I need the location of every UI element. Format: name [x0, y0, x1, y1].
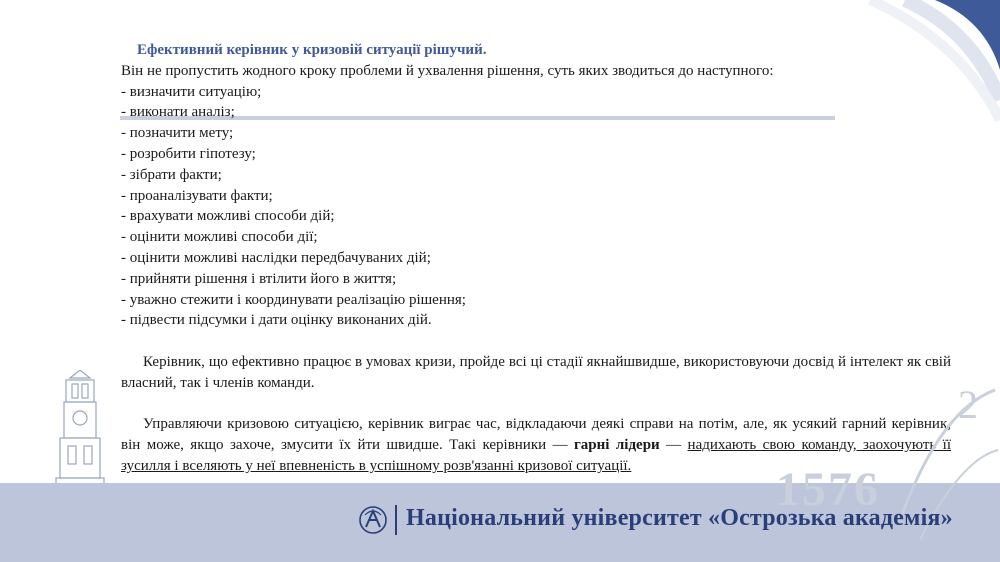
- step-item: - зібрати факти;: [121, 166, 222, 183]
- university-name: Національний університет «Острозька академія»: [406, 505, 953, 531]
- founding-year: 1576: [776, 463, 880, 516]
- emblem-decoration: [880, 370, 1000, 562]
- slide-heading: Ефективний керівник у кризовій ситуації рішучий.: [137, 42, 487, 58]
- step-item: - прийняти рішення і втілити його в життя;: [121, 270, 397, 287]
- footer-divider: [395, 505, 397, 535]
- academy-monogram-icon: [358, 505, 388, 535]
- good-leaders-emphasis: гарні лідери: [574, 437, 660, 454]
- paragraph-stages: Керівник, що ефективно працює в умовах кризи, пройде всі ці стадії якнайшвидше, використовуючи досвід й інтелект як свій власний, так і членів команди.: [121, 354, 951, 392]
- svg-text:2: 2: [958, 382, 978, 427]
- step-item: - виконати аналіз;: [121, 104, 235, 121]
- steps-list: [121, 82, 951, 332]
- step-item: - розробити гіпотезу;: [121, 145, 256, 162]
- step-item: - проаналізувати факти;: [121, 187, 273, 204]
- step-item: - уважно стежити і координувати реалізацію рішення;: [121, 291, 466, 308]
- underlined-conclusion: надихають свою команду, заохочують її зусилля і вселяють у неї впевненість в успішному розв'язанні кризової ситуації.: [121, 437, 952, 475]
- step-item: - оцінити можливі наслідки передбачуваних дій;: [121, 249, 431, 266]
- step-item: - підвести підсумки і дати оцінку виконаних дій.: [121, 312, 432, 329]
- step-item: - оцінити можливі способи дії;: [121, 229, 318, 246]
- step-item: - позначити мету;: [121, 125, 234, 142]
- paragraph-leaders-text: Управляючи кризовою ситуацією, керівник виграє час, відкладаючи деякі справи на потім, але, як усякий гарний керівник, він може, якщо захоче, змусити їх йти швидше. Такі керівники —: [121, 416, 951, 454]
- paragraph-dash: —: [659, 437, 688, 454]
- step-item: - визначити ситуацію;: [121, 83, 262, 100]
- step-item: - врахувати можливі способи дій;: [121, 208, 335, 225]
- intro-text: Він не пропустить жодного кроку проблеми й ухвалення рішення, суть яких зводиться до наступного:: [121, 62, 774, 79]
